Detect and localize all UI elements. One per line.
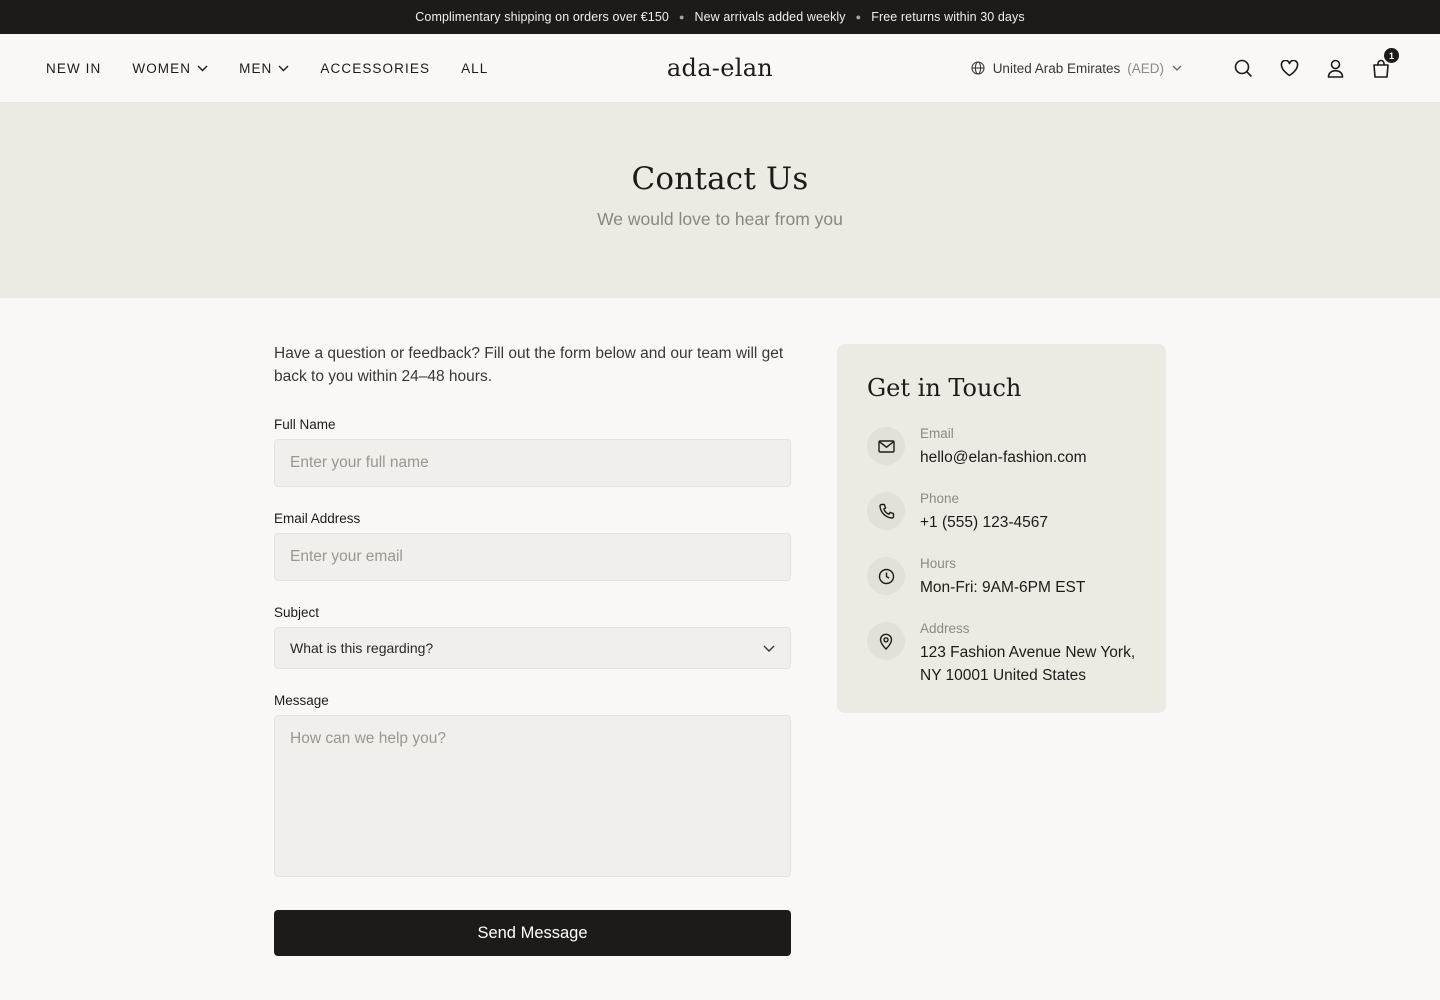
clock-icon xyxy=(867,557,905,595)
contact-info-card xyxy=(837,344,1166,713)
search-button[interactable] xyxy=(1232,57,1254,79)
chevron-down-icon xyxy=(1172,65,1182,71)
announcement-new-arrivals: New arrivals added weekly xyxy=(694,10,846,24)
main-nav xyxy=(46,61,519,76)
nav-item-men[interactable] xyxy=(239,61,289,76)
announcement-bar xyxy=(0,0,1440,34)
announcement-separator: ● xyxy=(678,12,685,22)
nav-item-new-in[interactable] xyxy=(46,61,101,76)
full-name-label: Full Name xyxy=(274,417,336,432)
contact-email-row xyxy=(867,426,1136,469)
contact-card-title: Get in Touch xyxy=(867,374,1022,402)
announcement-returns: Free returns within 30 days xyxy=(871,10,1025,24)
chevron-down-icon xyxy=(197,65,208,72)
globe-icon xyxy=(971,61,985,75)
contact-email-label: Email xyxy=(920,426,954,441)
send-message-button[interactable]: Send Message xyxy=(274,910,791,956)
search-icon xyxy=(1234,59,1253,78)
nav-item-accessories[interactable] xyxy=(320,61,430,76)
announcement-shipping: Complimentary shipping on orders over €150 xyxy=(415,10,669,24)
nav-item-label: MEN xyxy=(239,60,273,76)
contact-phone-value[interactable]: +1 (555) 123-4567 xyxy=(920,514,1048,531)
site-logo[interactable]: ada-elan xyxy=(666,54,774,82)
site-header xyxy=(0,34,1440,103)
contact-hours-label: Hours xyxy=(920,556,957,571)
nav-item-label: NEW IN xyxy=(46,60,102,76)
region-selector[interactable] xyxy=(971,61,1182,76)
page-title: Contact Us xyxy=(631,161,809,197)
nav-item-women[interactable] xyxy=(132,61,208,76)
message-label: Message xyxy=(274,693,329,708)
map-pin-icon xyxy=(867,622,905,660)
message-textarea[interactable] xyxy=(274,715,791,877)
email-input[interactable] xyxy=(274,533,791,581)
heart-icon xyxy=(1280,60,1299,77)
email-label: Email Address xyxy=(274,511,361,526)
cart-count-badge: 1 xyxy=(1384,48,1399,63)
contact-hours-value: Mon-Fri: 9AM-6PM EST xyxy=(920,579,1086,596)
contact-phone-label: Phone xyxy=(920,491,960,506)
chevron-down-icon xyxy=(278,65,289,72)
subject-selected-value: What is this regarding? xyxy=(290,640,434,656)
subject-select[interactable] xyxy=(274,627,791,669)
mail-icon xyxy=(867,427,905,465)
nav-item-all[interactable] xyxy=(461,61,488,76)
nav-item-label: WOMEN xyxy=(132,60,192,76)
region-country: United Arab Emirates xyxy=(992,60,1121,76)
full-name-input[interactable] xyxy=(274,439,791,487)
announcement-separator: ● xyxy=(855,12,862,22)
cart-button[interactable] xyxy=(1370,50,1394,79)
contact-phone-row xyxy=(867,491,1136,534)
page-subtitle: We would love to hear from you xyxy=(597,209,843,229)
phone-icon xyxy=(867,492,905,530)
header-actions xyxy=(971,34,1392,102)
contact-address-value: 123 Fashion Avenue New York, NY 10001 United States xyxy=(920,644,1136,684)
contact-address-row xyxy=(867,621,1136,687)
account-button[interactable] xyxy=(1324,57,1346,79)
nav-item-label: ALL xyxy=(461,60,489,76)
contact-address-label: Address xyxy=(920,621,970,636)
region-currency: (AED) xyxy=(1127,60,1164,76)
contact-email-value[interactable]: hello@elan-fashion.com xyxy=(920,449,1087,466)
page-hero xyxy=(0,103,1440,298)
subject-label: Subject xyxy=(274,605,320,620)
wishlist-button[interactable] xyxy=(1278,57,1300,79)
form-intro: Have a question or feedback? Fill out the form below and our team will get back to you within 24–48 hours. xyxy=(274,345,784,385)
nav-item-label: ACCESSORIES xyxy=(320,60,431,76)
chevron-down-icon xyxy=(763,645,775,652)
user-icon xyxy=(1327,59,1344,78)
contact-hours-row xyxy=(867,556,1136,599)
contact-main xyxy=(0,298,1440,1000)
contact-form xyxy=(274,342,791,956)
